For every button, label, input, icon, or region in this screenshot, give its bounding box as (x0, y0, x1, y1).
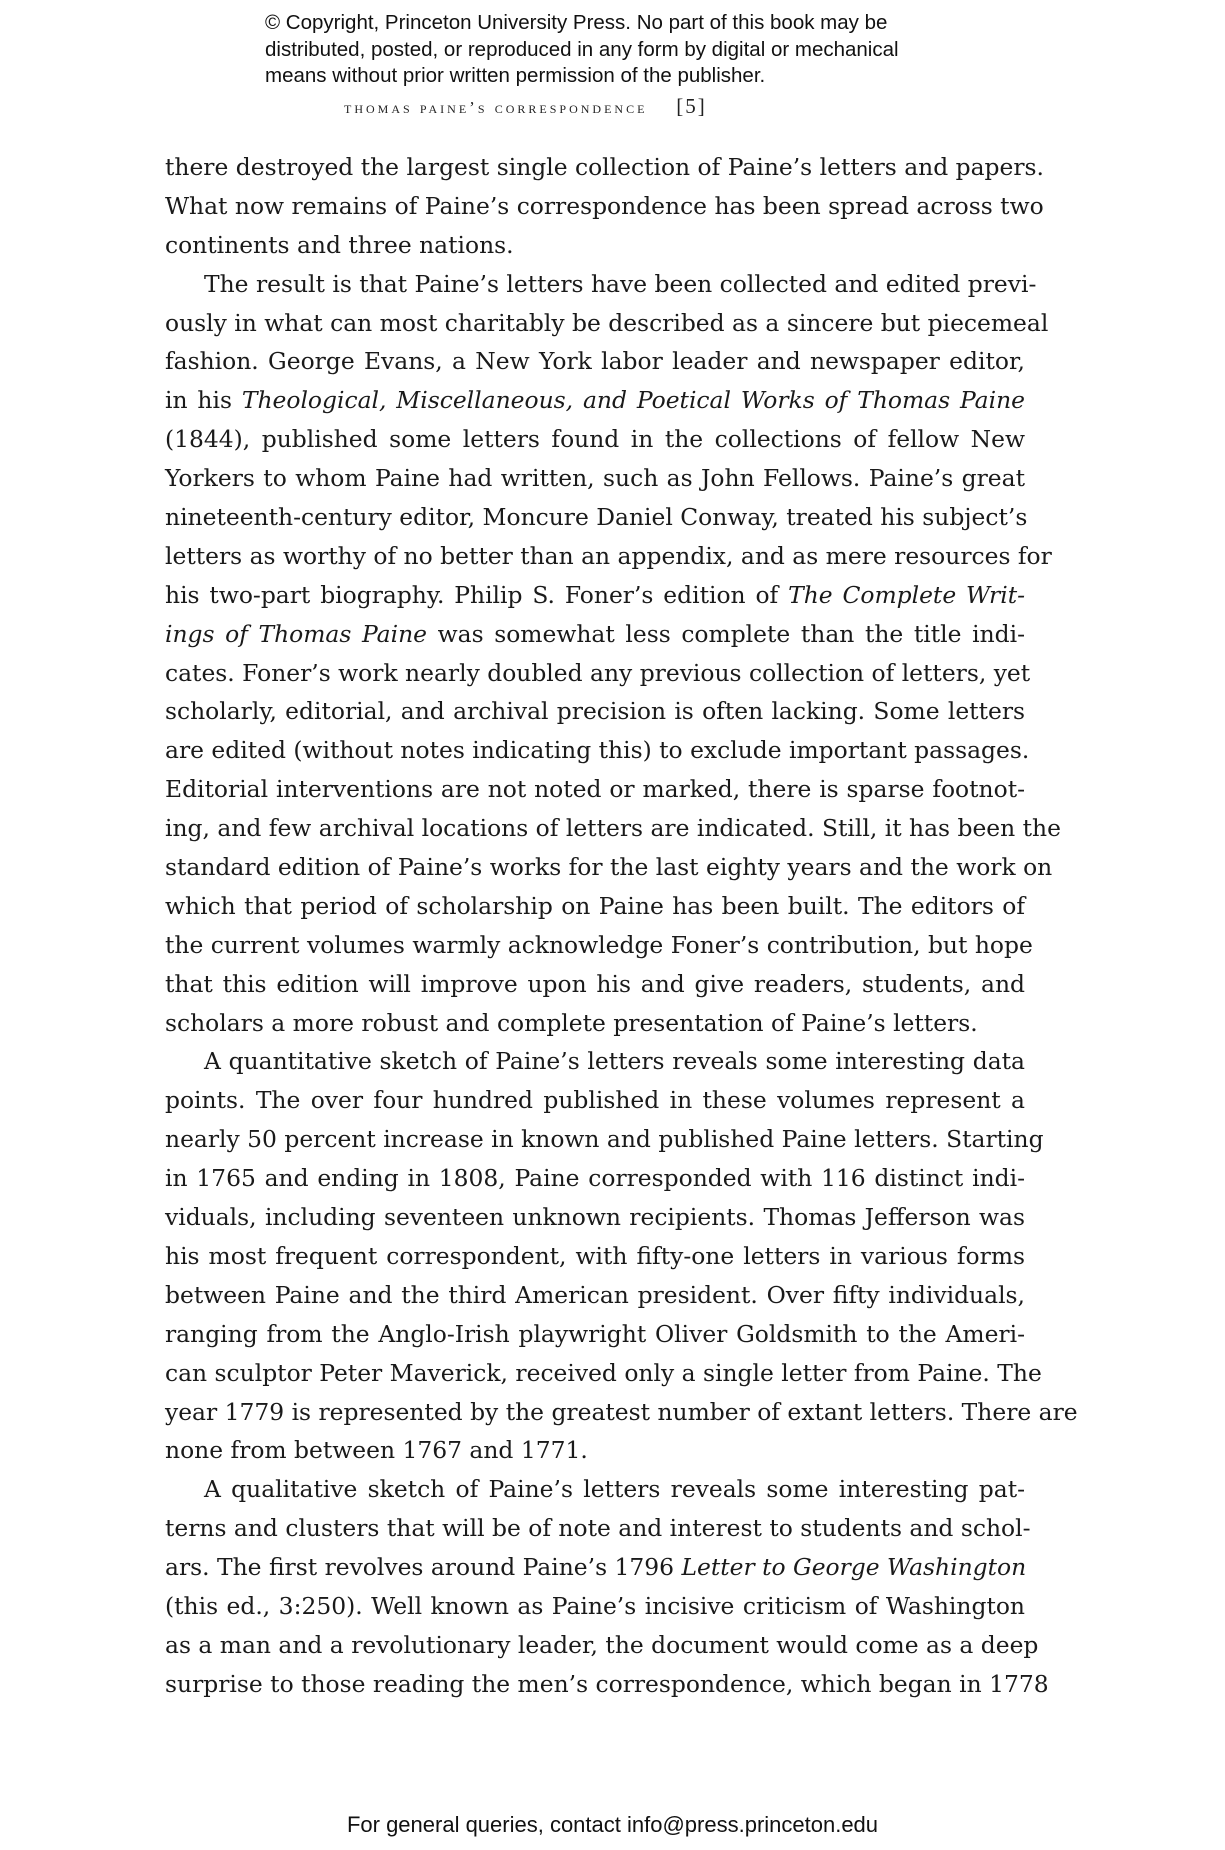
italic-title: Letter to George Washington (681, 1553, 1027, 1582)
text-line (165, 381, 1025, 420)
text-line: his most frequent correspondent, with fifty-one letters in various forms (165, 1241, 1025, 1270)
text-line: that this edition will improve upon his and give readers, students, and (165, 969, 1025, 998)
text-line (165, 615, 1025, 654)
text-line: points. The over four hundred published in these volumes represent a (165, 1086, 1025, 1115)
text-run: his two-part biography. Philip S. Foner’s edition of (165, 580, 789, 609)
text-line: the current volumes warmly acknowledge Foner’s contribution, but hope (165, 930, 1033, 959)
text-line: (1844), published some letters found in the collections of fellow New (165, 425, 1025, 454)
text-line: can sculptor Peter Maverick, received only a single letter from Paine. The (165, 1358, 1042, 1387)
text-line: viduals, including seventeen unknown recipients. Thomas Jefferson was (165, 1203, 1025, 1232)
text-line: scholars a more robust and complete presentation of Paine’s letters. (165, 1008, 978, 1037)
text-run: was somewhat less complete than the title indi- (427, 619, 1025, 648)
text-line: terns and clusters that will be of note and interest to students and schol- (165, 1514, 1031, 1543)
body-text (165, 148, 1078, 1704)
text-line: The result is that Paine’s letters have been collected and edited previ- (204, 269, 1037, 298)
text-line: fashion. George Evans, a New York labor leader and newspaper editor, (165, 347, 1025, 376)
text-line: (this ed., 3:250). Well known as Paine’s incisive criticism of Washington (165, 1591, 1025, 1620)
text-line: none from between 1767 and 1771. (165, 1436, 588, 1465)
text-line: ing, and few archival locations of letters are indicated. Still, it has been the (165, 814, 1061, 843)
text-line: in 1765 and ending in 1808, Paine corresponded with 116 distinct indi- (165, 1164, 1025, 1193)
text-line: surprise to those reading the men’s correspondence, which began in 1778 (165, 1669, 1049, 1698)
copyright-notice (265, 10, 985, 90)
running-head-title: thomas paine’s correspondence (344, 98, 648, 117)
text-line: A quantitative sketch of Paine’s letters reveals some interesting data (204, 1047, 1025, 1076)
text-line: letters as worthy of no better than an appendix, and as mere resources for (165, 541, 1052, 570)
text-line (165, 576, 1025, 615)
text-line: which that period of scholarship on Paine has been built. The editors of (165, 891, 1025, 920)
text-line: ranging from the Anglo-Irish playwright Oliver Goldsmith to the Ameri- (165, 1319, 1025, 1348)
text-line: ously in what can most charitably be described as a sincere but piecemeal (165, 308, 1049, 337)
text-line: nineteenth-century editor, Moncure Daniel Conway, treated his subject’s (165, 503, 1028, 532)
text-line: standard edition of Paine’s works for the last eighty years and the work on (165, 853, 1053, 882)
text-line: continents and three nations. (165, 230, 514, 259)
italic-title: The Complete Writ- (788, 580, 1025, 609)
running-head (344, 94, 707, 119)
text-line: are edited (without notes indicating this) to exclude important passages. (165, 736, 1030, 765)
text-line: What now remains of Paine’s correspondence has been spread across two (165, 191, 1044, 220)
text-line: between Paine and the third American president. Over fifty individuals, (165, 1280, 1025, 1309)
text-line: Yorkers to whom Paine had written, such as John Fellows. Paine’s great (165, 464, 1025, 493)
text-run: in his (165, 386, 242, 415)
text-run: ars. The first revolves around Paine’s 1796 (165, 1553, 682, 1582)
text-line: there destroyed the largest single collection of Paine’s letters and papers. (165, 153, 1044, 181)
copyright-line: means without prior written permission of the publisher. (265, 64, 766, 87)
text-line: A qualitative sketch of Paine’s letters reveals some interesting pat- (204, 1475, 1025, 1504)
italic-title: Theological, Miscellaneous, and Poetical Works of Thomas Paine (241, 386, 1026, 415)
text-line: nearly 50 percent increase in known and published Paine letters. Starting (165, 1125, 1044, 1154)
footer-contact: For general queries, contact info@press.princeton.edu (346, 1812, 879, 1837)
copyright-line: © Copyright, Princeton University Press. No part of this book may be (265, 11, 888, 34)
text-line: cates. Foner’s work nearly doubled any previous collection of letters, yet (165, 658, 1031, 687)
text-line: Editorial interventions are not noted or marked, there is sparse footnot- (165, 775, 1025, 804)
italic-title: ings of Thomas Paine (165, 619, 428, 648)
copyright-line: distributed, posted, or reproduced in any form by digital or mechanical (265, 37, 899, 61)
text-line: scholarly, editorial, and archival precision is often lacking. Some letters (165, 697, 1025, 726)
text-line: as a man and a revolutionary leader, the document would come as a deep (165, 1630, 1039, 1659)
text-line: year 1779 is represented by the greatest number of extant letters. There are (165, 1397, 1078, 1426)
page-number: [5] (676, 94, 707, 118)
text-line (165, 1548, 1025, 1587)
